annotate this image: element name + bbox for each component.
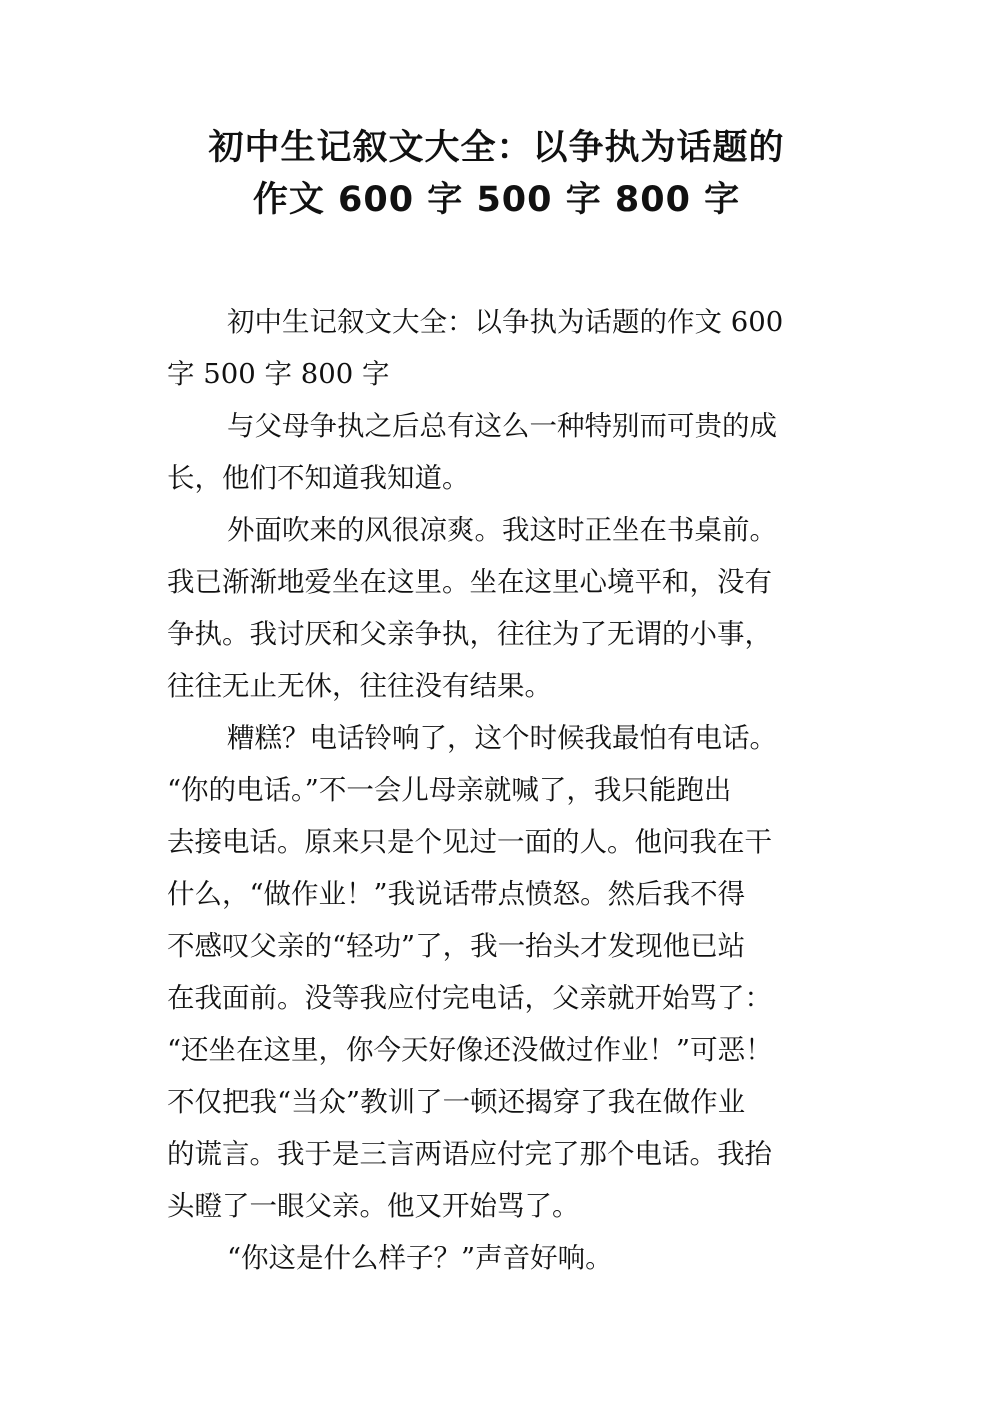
- paragraph-line: 不感叹父亲的“轻功”了，我一抬头才发现他已站: [167, 930, 746, 962]
- paragraph-line: 字 500 字 800 字: [167, 358, 390, 390]
- paragraph-line: 去接电话。原来只是个见过一面的人。他问我在干: [167, 826, 772, 858]
- paragraph-line: 糟糕？电话铃响了，这个时候我最怕有电话。: [227, 722, 777, 754]
- paragraph-line: 头瞪了一眼父亲。他又开始骂了。: [167, 1190, 580, 1222]
- paragraph-line: 往往无止无休，往往没有结果。: [167, 670, 552, 702]
- paragraph-line: “你的电话。”不一会儿母亲就喊了，我只能跑出: [167, 774, 732, 806]
- paragraph-line: 长，他们不知道我知道。: [167, 462, 470, 494]
- paragraph-line: 我已渐渐地爱坐在这里。坐在这里心境平和，没有: [167, 566, 772, 598]
- document-title-line-1: 初中生记叙文大全：以争执为话题的: [208, 128, 785, 168]
- paragraph-line: 与父母争执之后总有这么一种特别而可贵的成: [227, 410, 777, 442]
- paragraph-line: 的谎言。我于是三言两语应付完了那个电话。我抬: [167, 1138, 772, 1170]
- paragraph-line: “你这是什么样子？”声音好响。: [227, 1242, 613, 1274]
- paragraph-line: 外面吹来的风很凉爽。我这时正坐在书桌前。: [227, 514, 777, 546]
- paragraph-line: 争执。我讨厌和父亲争执，往往为了无谓的小事，: [167, 618, 772, 650]
- paragraph-line: 初中生记叙文大全：以争执为话题的作文 600: [227, 306, 784, 338]
- paragraph-line: 在我面前。没等我应付完电话，父亲就开始骂了：: [167, 982, 772, 1014]
- paragraph-line: 不仅把我“当众”教训了一顿还揭穿了我在做作业: [167, 1086, 746, 1118]
- paragraph-line: 什么，“做作业！”我说话带点愤怒。然后我不得: [167, 878, 746, 910]
- paragraph-line: “还坐在这里，你今天好像还没做过作业！”可恶！: [167, 1034, 773, 1066]
- document-title-line-2: 作文 600 字 500 字 800 字: [252, 180, 741, 220]
